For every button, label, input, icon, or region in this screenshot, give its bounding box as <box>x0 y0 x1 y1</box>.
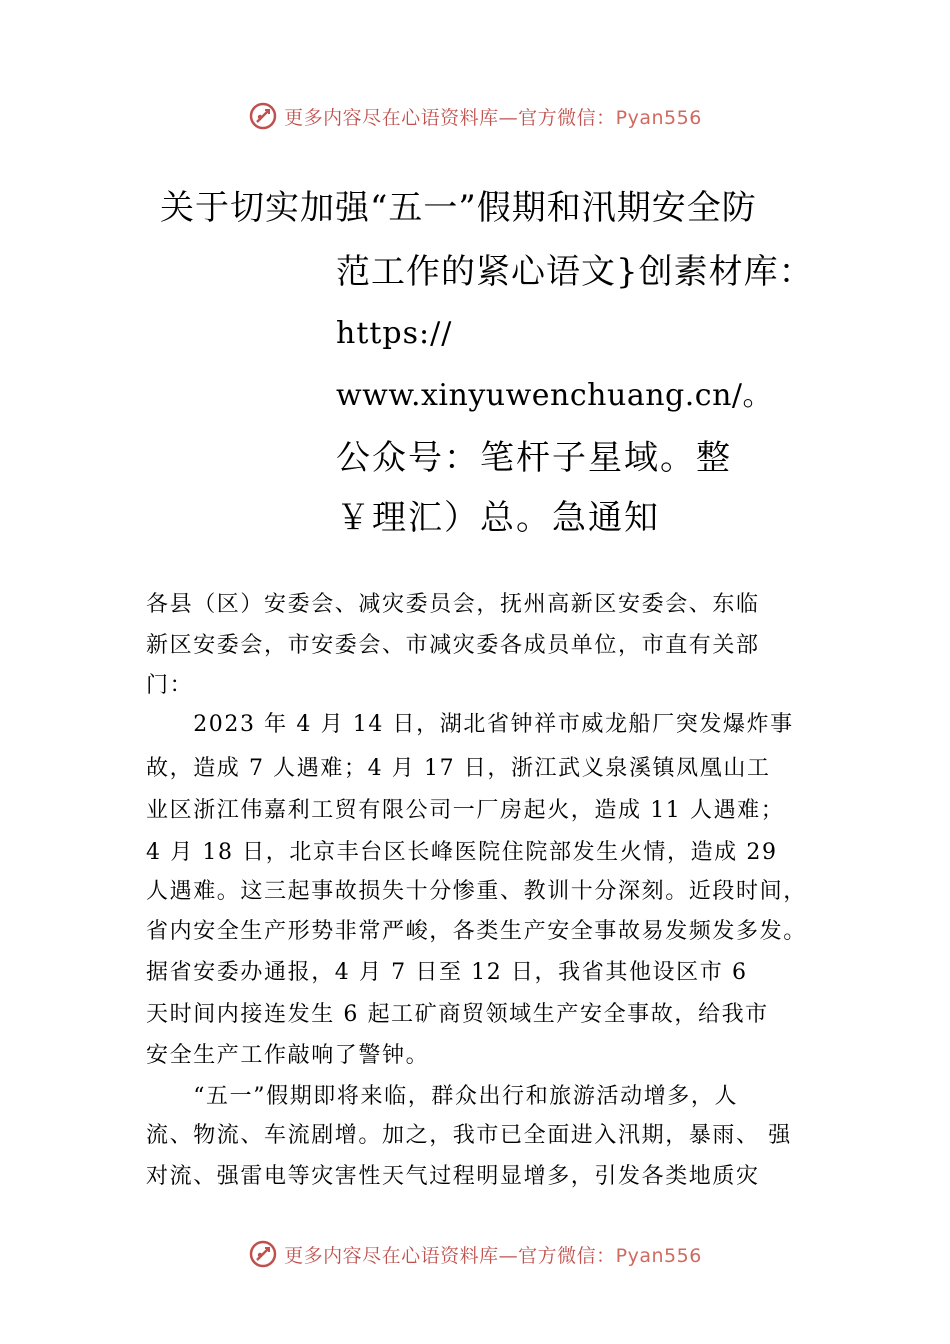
brand-logo-icon <box>248 1239 278 1269</box>
document-title-line-3: https:// <box>336 316 453 351</box>
body-line: 门： <box>146 673 194 698</box>
wechat-handle: Pyan556 <box>615 1244 702 1267</box>
document-title-line-6: ￥理汇）总。急通知 <box>336 498 660 538</box>
body-line: 流、物流、车流剧增。加之，我市已全面进入汛期，暴雨、 强 <box>146 1123 792 1148</box>
body-line: 新区安委会，市安委会、市减灾委各成员单位，市直有关部 <box>146 633 760 658</box>
body-line: 天时间内接连发生 6 起工矿商贸领域生产安全事故，给我市 <box>146 1002 769 1027</box>
body-line: 对流、强雷电等灾害性天气过程明显增多，引发各类地质灾 <box>146 1164 760 1189</box>
body-line: 据省安委办通报，4 月 7 日至 12 日，我省其他设区市 6 <box>146 960 748 985</box>
banner-message: 更多内容尽在心语资料库—官方微信： <box>284 1244 616 1267</box>
body-line: “五一”假期即将来临，群众出行和旅游活动增多，人 <box>146 1084 739 1109</box>
body-line: 各县（区）安委会、减灾委员会，抚州高新区安委会、东临 <box>146 592 760 617</box>
header-banner <box>0 96 950 136</box>
body-line: 省内安全生产形势非常严峻，各类生产安全事故易发频发多发。 <box>146 919 807 944</box>
body-line: 故，造成 7 人遇难；4 月 17 日，浙江武义泉溪镇凤凰山工 <box>146 756 771 781</box>
body-line: 4 月 18 日，北京丰台区长峰医院住院部发生火情，造成 29 <box>146 840 778 865</box>
banner-text <box>284 1241 702 1268</box>
brand-logo-icon <box>248 101 278 131</box>
footer-banner <box>0 1234 950 1274</box>
body-line: 安全生产工作敲响了警钟。 <box>146 1043 430 1068</box>
document-title-line-1: 关于切实加强“五一”假期和汛期安全防 <box>160 188 757 228</box>
banner-message: 更多内容尽在心语资料库—官方微信： <box>284 106 616 129</box>
wechat-handle: Pyan556 <box>615 106 702 129</box>
document-title-line-4: www.xinyuwenchuang.cn/。 <box>336 378 773 413</box>
body-line: 2023 年 4 月 14 日，湖北省钟祥市威龙船厂突发爆炸事 <box>146 712 794 737</box>
body-line: 人遇难。这三起事故损失十分惨重、教训十分深刻。近段时间， <box>146 879 807 904</box>
document-title-line-2: 范工作的紧心语文}创素材库： <box>336 252 814 292</box>
banner-text <box>284 103 702 130</box>
document-title-line-5: 公众号：笔杆子星域。整 <box>336 438 732 478</box>
body-line: 业区浙江伟嘉利工贸有限公司一厂房起火，造成 11 人遇难； <box>146 798 785 823</box>
